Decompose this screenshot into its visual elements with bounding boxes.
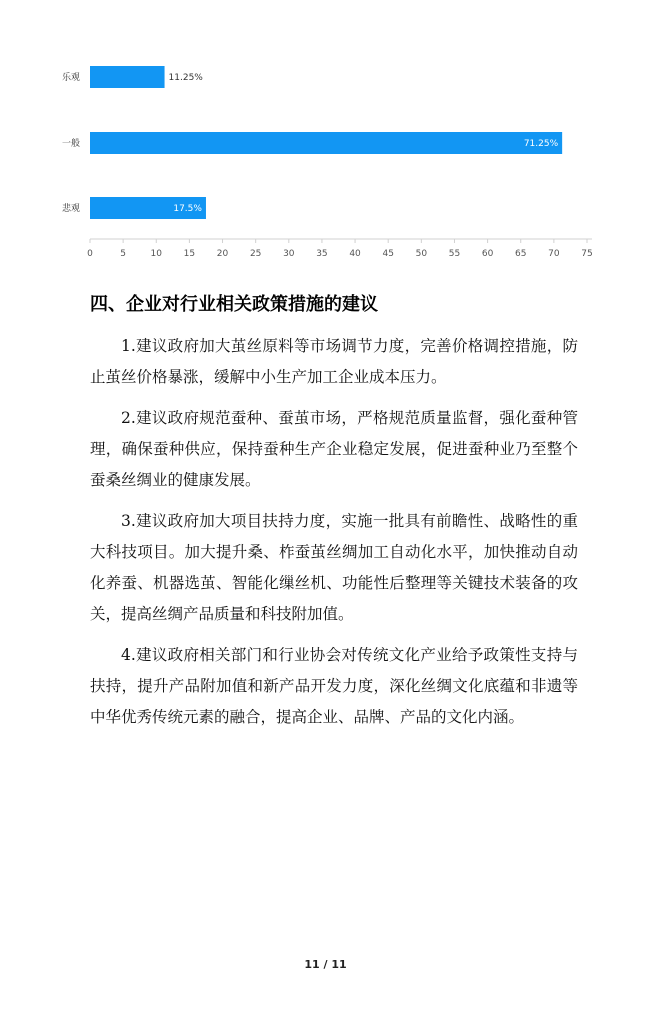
x-tick-label-15: 75: [581, 249, 593, 259]
category-label-2: 悲观: [61, 204, 80, 214]
x-tick-label-7: 35: [316, 249, 328, 259]
x-tick-label-5: 25: [249, 249, 262, 259]
x-tick-label-3: 15: [183, 249, 196, 259]
x-tick-label-2: 10: [150, 249, 162, 259]
x-tick-label-4: 20: [216, 249, 229, 259]
bar-0: [90, 66, 165, 88]
x-tick-label-11: 55: [448, 249, 461, 259]
paragraph-2: 2.建议政府规范蚕种、蚕茧市场，严格规范质量监督，强化蚕种管理，确保蚕种供应，保持蚕种生产企业稳定发展，促进蚕种业乃至整个蚕桑丝绸业的健康发展。: [90, 409, 578, 489]
x-tick-label-9: 45: [382, 249, 394, 259]
section-heading: 四、企业对行业相关政策措施的建议: [90, 294, 378, 315]
x-tick-label-12: 60: [481, 249, 494, 259]
category-label-1: 一般: [61, 139, 80, 149]
category-label-0: 乐观: [61, 73, 80, 83]
paragraph-4: 4.建议政府相关部门和行业协会对传统文化产业给予政策性支持与扶持，提升产品附加值和新产品开发力度，深化丝绸文化底蕴和非遗等中华优秀传统元素的融合，提高企业、品牌、产品的文化内涵。: [90, 646, 578, 726]
bar-chart: [0, 40, 651, 265]
value-label-1: 71.25%: [523, 139, 559, 149]
x-tick-label-1: 5: [120, 249, 127, 259]
x-tick-label-13: 65: [515, 249, 527, 259]
x-tick-label-0: 0: [87, 249, 93, 259]
value-label-2: 17.5%: [173, 204, 202, 214]
value-label-0: 11.25%: [168, 73, 203, 83]
x-tick-label-6: 30: [283, 249, 295, 259]
page-number: 11 / 11: [304, 958, 347, 971]
paragraph-3: 3.建议政府加大项目扶持力度，实施一批具有前瞻性、战略性的重大科技项目。加大提升桑、柞蚕茧丝绸加工自动化水平，加快推动自动化养蚕、机器选茧、智能化缫丝机、功能性后整理等关键技术装备的攻关，提高丝绸产品质量和科技附加值。: [90, 512, 578, 623]
paragraph-1: 1.建议政府加大茧丝原料等市场调节力度，完善价格调控措施，防止茧丝价格暴涨，缓解中小生产加工企业成本压力。: [90, 337, 578, 386]
x-tick-label-8: 40: [349, 249, 361, 259]
x-tick-label-10: 50: [415, 249, 428, 259]
x-tick-label-14: 70: [548, 249, 560, 259]
bar-1: [90, 132, 562, 154]
